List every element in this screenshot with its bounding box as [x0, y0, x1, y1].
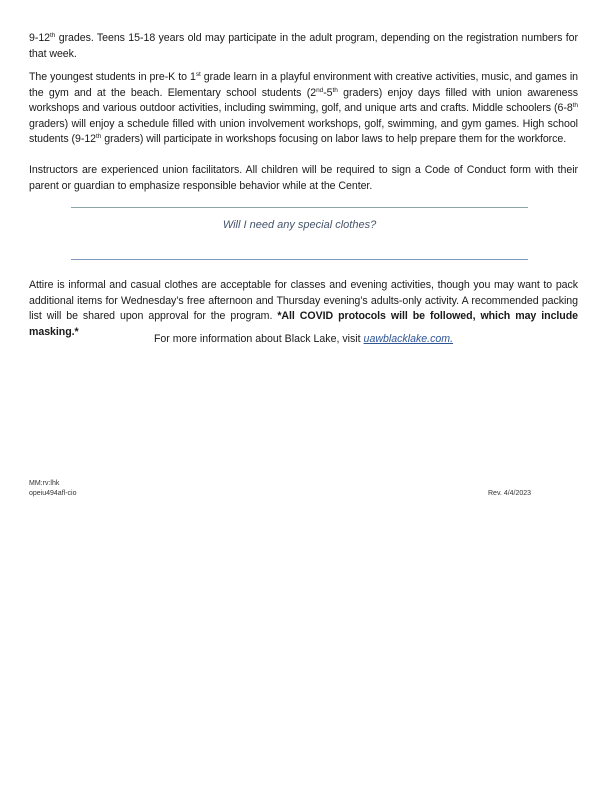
- website-link[interactable]: uawblacklake.com.: [363, 333, 454, 345]
- section-heading: Will I need any special clothes?: [222, 219, 377, 231]
- paragraph-instructors: Instructors are experienced union facilitators. All children will be required to sign a Code of Conduct form with their parent or guardian to emphasize responsible behavior while at the Center.: [29, 164, 578, 192]
- text: graders) will participate in workshops focusing on labor laws to help prepare them for the workforce.: [101, 133, 567, 145]
- superscript: th: [50, 32, 56, 39]
- text: The youngest students in pre-K to 1: [29, 71, 196, 83]
- text: Attire is informal and casual clothes are acceptable for classes and evening activities, though you may want to pack additional items for Wednesday’s free afternoon and Thursday evening’s adults-only activity. A recommended packing list will be shared upon approval for the program.: [29, 279, 578, 322]
- divider-bottom: [71, 259, 528, 260]
- text: grade learn in a playful environment with creative activities, music, and games in the gym and at the beach. Elementary school students (2: [29, 71, 578, 99]
- footer-revision: Rev. 4/4/2023: [488, 490, 532, 497]
- text: graders) will enjoy a schedule filled with union involvement workshops, golf, swimming, and gym games. High school students (9-12: [29, 117, 578, 145]
- text: graders) enjoy days filled with union awareness workshops and various outdoor activities, including swimming, golf, and unique arts and crafts. Middle schoolers (6-8: [29, 86, 578, 114]
- superscript: th: [96, 133, 102, 140]
- footer-initials: MM:rv:lhk: [29, 480, 60, 487]
- text: 9-12: [29, 32, 51, 44]
- more-info-line: [29, 333, 578, 345]
- covid-notice: *All COVID protocols will be followed, which may include masking.*: [29, 310, 578, 338]
- paragraph-age-groups: [29, 70, 578, 148]
- divider-top: [71, 207, 528, 208]
- superscript: th: [332, 86, 338, 94]
- text: grades. Teens 15-18 years old may participate in the adult program, depending on the registration numbers for that week.: [29, 32, 578, 60]
- paragraph-grades: [29, 31, 578, 62]
- more-info-text: For more information about Black Lake, visit: [153, 333, 364, 345]
- footer-union-label: opeiu494afl-cio: [29, 490, 77, 497]
- text: -5: [323, 86, 333, 99]
- superscript: st: [195, 71, 201, 78]
- paragraph-attire: [29, 278, 578, 340]
- superscript: th: [572, 102, 578, 109]
- superscript: nd: [316, 86, 324, 94]
